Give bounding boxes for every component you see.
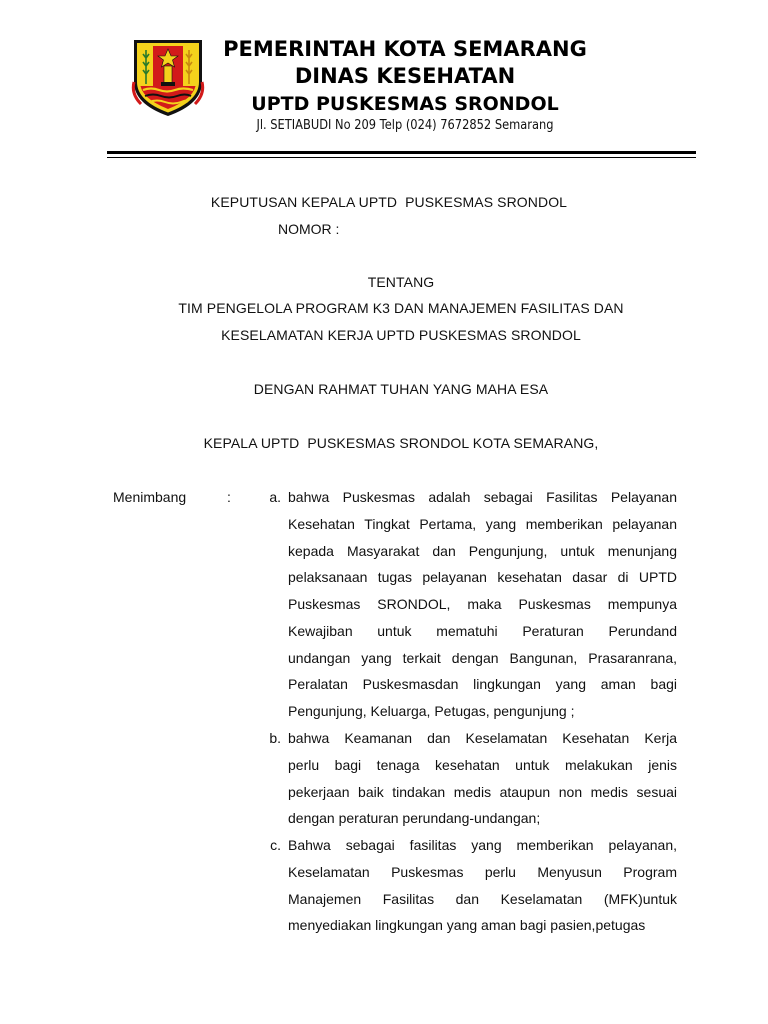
menimbang-item-line: undangan yang terkait dengan Bangunan, Prasaranrana, [288, 649, 677, 666]
menimbang-item-line: kepada Masyarakat dan Pengunjung, untuk menunjang [288, 542, 677, 559]
menimbang-item-line: pelaksanaan tugas pelayanan kesehatan dasar di UPTD [288, 569, 677, 586]
menimbang-item-line: Manajemen Fasilitas dan Keselamatan (MFK)untuk [288, 890, 677, 907]
menimbang-item-line: Peralatan Puskesmasdan lingkungan yang aman bagi [288, 676, 677, 693]
menimbang-item-line: dengan peraturan perundang-undangan; [288, 810, 541, 827]
letterhead-rule-thick [107, 151, 696, 154]
menimbang-item-line: bahwa Puskesmas adalah sebagai Fasilitas Pelayanan [288, 489, 677, 505]
menimbang-item-line: Bahwa sebagai fasilitas yang memberikan pelayanan, [288, 837, 677, 853]
letterhead-department: DINAS KESEHATAN [294, 64, 516, 88]
subject-line-2: KESELAMATAN KERJA UPTD PUSKESMAS SRONDOL [221, 327, 581, 343]
menimbang-item-line: Kewajiban untuk mematuhi Peraturan Perundand [288, 622, 677, 639]
menimbang-item-line: perlu bagi tenaga kesehatan untuk melakukan jenis [288, 756, 677, 773]
menimbang-item-line: Puskesmas SRONDOL, maka Puskesmas mempunya [288, 596, 677, 612]
menimbang-item-marker: b. [269, 730, 281, 746]
menimbang-item-line: bahwa Keamanan dan Keselamatan Kesehatan Kerja [288, 730, 677, 746]
menimbang-item-line: pekerjaan baik tindakan medis ataupun non medis sesuai [288, 783, 677, 800]
letterhead-rule-thin [107, 157, 696, 158]
decree-title: KEPUTUSAN KEPALA UPTD PUSKESMAS SRONDOL [210, 194, 568, 210]
tentang-label: TENTANG [367, 274, 435, 290]
menimbang-label: Menimbang [113, 489, 187, 505]
decree-number: NOMOR : [278, 221, 340, 237]
menimbang-item-marker: c. [270, 837, 281, 853]
menimbang-item-marker: a. [269, 489, 281, 505]
menimbang-item-line: Pengunjung, Keluarga, Petugas, pengunjung ; [288, 703, 575, 719]
menimbang-item-line: menyediakan lingkungan yang aman bagi pasien,petugas [288, 917, 646, 934]
authority-line: KEPALA UPTD PUSKESMAS SRONDOL KOTA SEMARANG, [203, 435, 599, 451]
menimbang-colon: : [227, 489, 231, 505]
menimbang-item [288, 484, 677, 725]
menimbang-item [288, 832, 677, 939]
menimbang-item [288, 725, 677, 832]
menimbang-item-line: Kesehatan Tingkat Pertama, yang memberikan pelayanan [288, 515, 677, 532]
letterhead-address: Jl. SETIABUDI No 209 Telp (024) 7672852 Semarang [256, 118, 554, 133]
subject-line-1: TIM PENGELOLA PROGRAM K3 DAN MANAJEMEN FASILITAS DAN [178, 300, 624, 316]
letterhead-government: PEMERINTAH KOTA SEMARANG [223, 37, 587, 61]
letterhead-unit: UPTD PUSKESMAS SRONDOL [251, 93, 559, 115]
city-emblem-icon [131, 38, 205, 118]
menimbang-item-line: Keselamatan Puskesmas perlu Menyusun Program [288, 863, 677, 880]
blessing-line: DENGAN RAHMAT TUHAN YANG MAHA ESA [253, 381, 549, 397]
